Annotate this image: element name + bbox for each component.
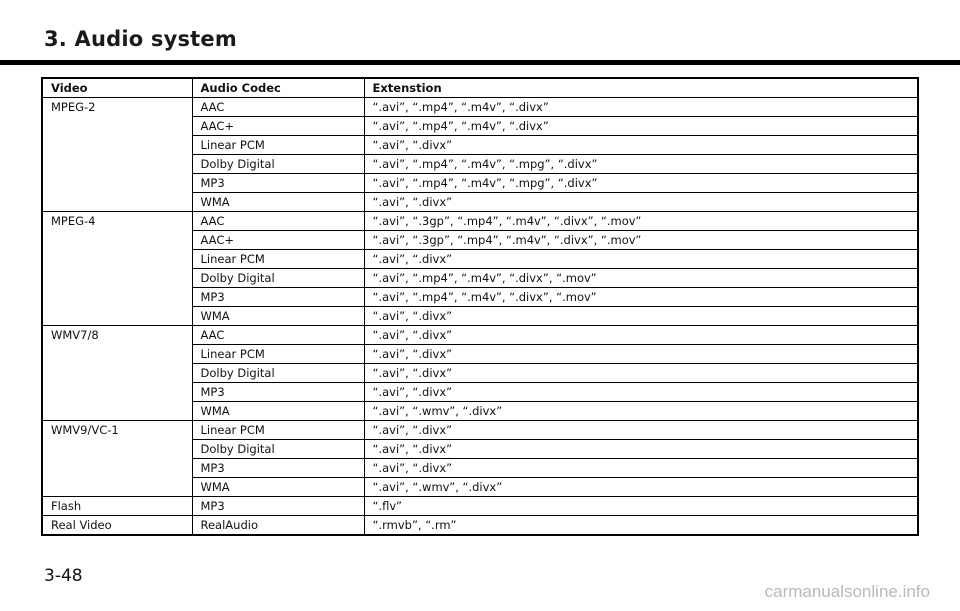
table-row — [42, 98, 918, 117]
cell-audio-codec: Linear PCM — [192, 136, 364, 155]
cell-video: Flash — [42, 497, 192, 516]
table-row — [42, 288, 918, 307]
page-number: 3-48 — [44, 566, 83, 586]
cell-video — [42, 459, 192, 478]
table-header-row — [42, 78, 918, 98]
cell-video — [42, 402, 192, 421]
cell-video — [42, 440, 192, 459]
cell-extension: “.avi”, “.divx” — [364, 440, 918, 459]
table-row — [42, 212, 918, 231]
table-row — [42, 497, 918, 516]
cell-audio-codec: Linear PCM — [192, 421, 364, 440]
table-row — [42, 478, 918, 497]
cell-video — [42, 364, 192, 383]
table-row — [42, 459, 918, 478]
table-row — [42, 516, 918, 536]
table-row — [42, 193, 918, 212]
cell-extension: “.avi”, “.divx” — [364, 459, 918, 478]
cell-extension: “.avi”, “.mp4”, “.m4v”, “.divx” — [364, 117, 918, 136]
cell-audio-codec: MP3 — [192, 459, 364, 478]
cell-extension: “.avi”, “.divx” — [364, 364, 918, 383]
cell-extension: “.avi”, “.mp4”, “.m4v”, “.mpg”, “.divx” — [364, 174, 918, 193]
cell-extension: “.avi”, “.3gp”, “.mp4”, “.m4v”, “.divx”, “.mov” — [364, 212, 918, 231]
cell-audio-codec: MP3 — [192, 174, 364, 193]
cell-video — [42, 136, 192, 155]
cell-audio-codec: WMA — [192, 307, 364, 326]
cell-audio-codec: AAC+ — [192, 231, 364, 250]
cell-audio-codec: Dolby Digital — [192, 155, 364, 174]
column-header-audio-codec: Audio Codec — [192, 78, 364, 98]
cell-video — [42, 383, 192, 402]
cell-audio-codec: Linear PCM — [192, 345, 364, 364]
cell-video: MPEG-4 — [42, 212, 192, 231]
cell-video — [42, 231, 192, 250]
cell-video — [42, 250, 192, 269]
cell-video: Real Video — [42, 516, 192, 536]
section-title: 3. Audio system — [44, 27, 237, 51]
table-row — [42, 440, 918, 459]
cell-audio-codec: MP3 — [192, 383, 364, 402]
table-body — [42, 98, 918, 536]
cell-audio-codec: MP3 — [192, 497, 364, 516]
cell-audio-codec: AAC — [192, 212, 364, 231]
table-row — [42, 421, 918, 440]
cell-audio-codec: Linear PCM — [192, 250, 364, 269]
column-header-video: Video — [42, 78, 192, 98]
cell-extension: “.avi”, “.divx” — [364, 383, 918, 402]
cell-audio-codec: AAC+ — [192, 117, 364, 136]
table-row — [42, 402, 918, 421]
cell-extension: “.avi”, “.3gp”, “.mp4”, “.m4v”, “.divx”, “.mov” — [364, 231, 918, 250]
table-row — [42, 231, 918, 250]
cell-audio-codec: RealAudio — [192, 516, 364, 536]
cell-extension: “.avi”, “.divx” — [364, 250, 918, 269]
cell-extension: “.rmvb”, “.rm” — [364, 516, 918, 536]
table-row — [42, 383, 918, 402]
cell-extension: “.flv” — [364, 497, 918, 516]
table-row — [42, 269, 918, 288]
cell-extension: “.avi”, “.mp4”, “.m4v”, “.divx” — [364, 98, 918, 117]
cell-video — [42, 193, 192, 212]
cell-audio-codec: WMA — [192, 193, 364, 212]
cell-extension: “.avi”, “.divx” — [364, 326, 918, 345]
cell-extension: “.avi”, “.divx” — [364, 136, 918, 155]
cell-extension: “.avi”, “.mp4”, “.m4v”, “.mpg”, “.divx” — [364, 155, 918, 174]
cell-video — [42, 478, 192, 497]
cell-audio-codec: AAC — [192, 98, 364, 117]
cell-extension: “.avi”, “.wmv”, “.divx” — [364, 402, 918, 421]
cell-video: MPEG-2 — [42, 98, 192, 117]
column-header-extension: Extenstion — [364, 78, 918, 98]
header-rule — [0, 60, 960, 65]
video-format-table — [41, 77, 919, 536]
cell-extension: “.avi”, “.divx” — [364, 307, 918, 326]
table-row — [42, 364, 918, 383]
cell-video — [42, 269, 192, 288]
cell-video — [42, 155, 192, 174]
cell-audio-codec: AAC — [192, 326, 364, 345]
cell-extension: “.avi”, “.mp4”, “.m4v”, “.divx”, “.mov” — [364, 269, 918, 288]
table-row — [42, 136, 918, 155]
table-row — [42, 117, 918, 136]
cell-video: WMV7/8 — [42, 326, 192, 345]
cell-audio-codec: Dolby Digital — [192, 440, 364, 459]
cell-video: WMV9/VC-1 — [42, 421, 192, 440]
cell-audio-codec: Dolby Digital — [192, 269, 364, 288]
cell-video — [42, 288, 192, 307]
cell-extension: “.avi”, “.mp4”, “.m4v”, “.divx”, “.mov” — [364, 288, 918, 307]
cell-extension: “.avi”, “.divx” — [364, 193, 918, 212]
cell-audio-codec: MP3 — [192, 288, 364, 307]
table-row — [42, 326, 918, 345]
cell-extension: “.avi”, “.wmv”, “.divx” — [364, 478, 918, 497]
cell-extension: “.avi”, “.divx” — [364, 345, 918, 364]
table-row — [42, 250, 918, 269]
table-row — [42, 345, 918, 364]
cell-audio-codec: Dolby Digital — [192, 364, 364, 383]
cell-extension: “.avi”, “.divx” — [364, 421, 918, 440]
cell-audio-codec: WMA — [192, 478, 364, 497]
table-row — [42, 174, 918, 193]
table-row — [42, 155, 918, 174]
cell-video — [42, 345, 192, 364]
table-row — [42, 307, 918, 326]
cell-audio-codec: WMA — [192, 402, 364, 421]
cell-video — [42, 117, 192, 136]
cell-video — [42, 174, 192, 193]
watermark: carmanualsonline.info — [764, 582, 930, 601]
cell-video — [42, 307, 192, 326]
